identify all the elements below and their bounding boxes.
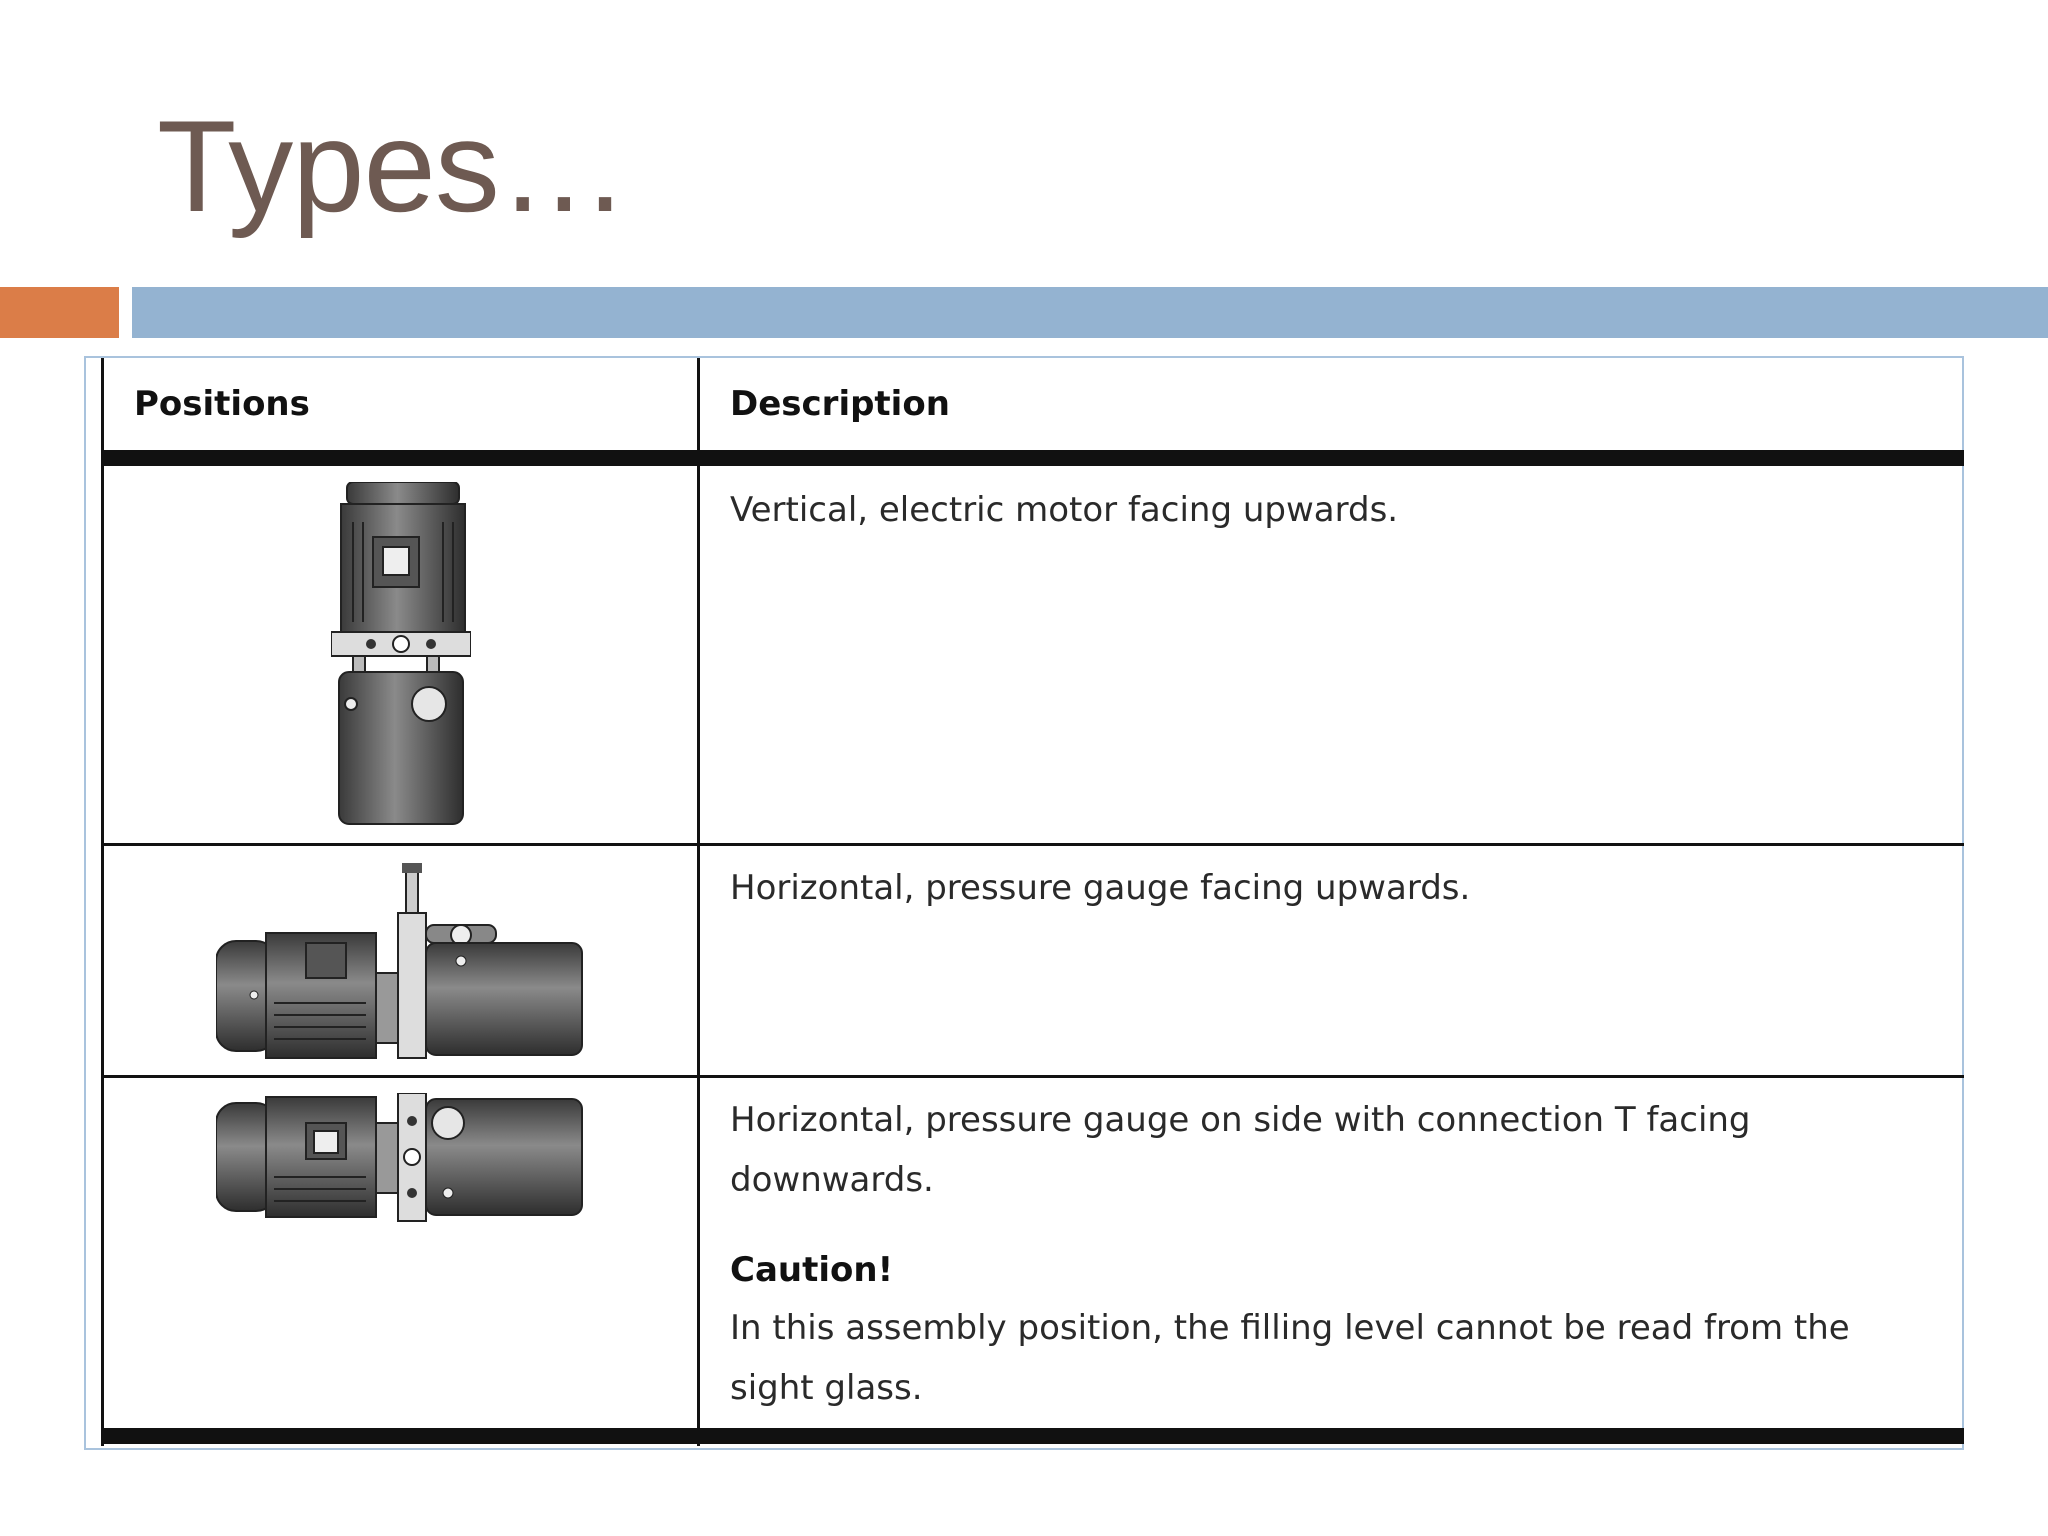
caution-note — [730, 1242, 1880, 1418]
horizontal-power-unit-gauge-up-icon — [216, 863, 586, 1063]
table-left-border — [101, 358, 104, 1446]
slide-title: Types… — [157, 93, 628, 239]
positions-table — [101, 358, 1964, 1446]
header-positions: Positions — [134, 384, 310, 424]
accent-bar-orange — [0, 287, 119, 338]
vertical-power-unit-icon — [331, 482, 471, 827]
row-description: Vertical, electric motor facing upwards. — [730, 490, 1399, 530]
row-divider-1 — [101, 843, 1964, 846]
column-divider — [697, 358, 700, 1446]
header-rule — [101, 450, 1964, 466]
caution-text: In this assembly position, the filling level cannot be read from the sight glass. — [730, 1308, 1850, 1408]
horizontal-power-unit-gauge-side-icon — [216, 1093, 586, 1223]
header-description: Description — [730, 384, 950, 424]
caution-label: Caution! — [730, 1250, 894, 1290]
row-description: Horizontal, pressure gauge facing upwards. — [730, 868, 1471, 908]
accent-bar-blue — [132, 287, 2048, 338]
row-description: Horizontal, pressure gauge on side with connection T facing downwards. — [730, 1100, 1751, 1200]
row-divider-2 — [101, 1075, 1964, 1078]
bottom-rule — [101, 1428, 1964, 1444]
